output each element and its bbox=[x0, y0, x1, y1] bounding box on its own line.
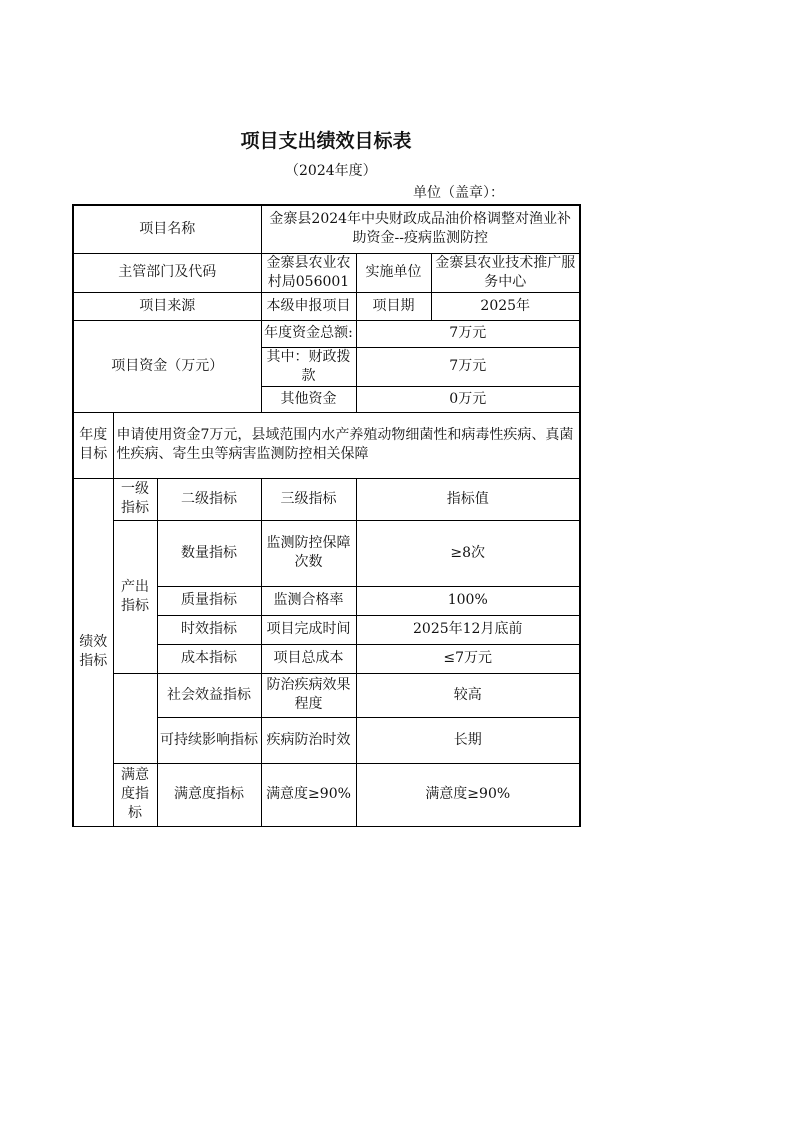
dept-label: 主管部门及代码 bbox=[73, 253, 261, 292]
table-row: 长期 bbox=[356, 717, 580, 763]
table-row: 较高 bbox=[356, 673, 580, 717]
funds-other-label: 其他资金 bbox=[261, 386, 356, 412]
project-source-value: 本级申报项目 bbox=[261, 292, 356, 320]
table-row: 社会效益指标 bbox=[157, 673, 261, 717]
table-row: 数量指标 bbox=[157, 520, 261, 586]
funds-total-label: 年度资金总额: bbox=[261, 320, 356, 347]
level2-header: 二级指标 bbox=[157, 478, 261, 520]
project-source-label: 项目来源 bbox=[73, 292, 261, 320]
annual-goal-label: 年度目标 bbox=[73, 412, 113, 478]
table-row: 满意度指标 bbox=[157, 763, 261, 826]
page-title: 项目支出绩效目标表 bbox=[240, 130, 412, 152]
satisfaction-indicators-label: 满意度指标 bbox=[113, 763, 157, 826]
table-row: 疾病防治时效 bbox=[261, 717, 356, 763]
table-row: 监测合格率 bbox=[261, 586, 356, 615]
table-row: 2025年12月底前 bbox=[356, 615, 580, 644]
table-row: 成本指标 bbox=[157, 644, 261, 673]
performance-target-table bbox=[72, 204, 581, 827]
year-subtitle: （2024年度） bbox=[285, 163, 377, 179]
impl-unit-label: 实施单位 bbox=[356, 253, 431, 292]
annual-goal-value: 申请使用资金7万元，县域范围内水产养殖动物细菌性和病毒性疾病、真菌性疾病、寄生虫等病害监测防控相关保障 bbox=[113, 412, 580, 478]
indicator-value-header: 指标值 bbox=[356, 478, 580, 520]
level1-header: 一级指标 bbox=[113, 478, 157, 520]
table-row: 防治疾病效果程度 bbox=[261, 673, 356, 717]
table-row: 100% bbox=[356, 586, 580, 615]
output-indicators-label: 产出指标 bbox=[113, 520, 157, 673]
table-row: 监测防控保障次数 bbox=[261, 520, 356, 586]
project-period-value: 2025年 bbox=[431, 292, 580, 320]
table-row: 项目完成时间 bbox=[261, 615, 356, 644]
table-row: 满意度≥90% bbox=[356, 763, 580, 826]
performance-indicators-label: 绩效指标 bbox=[73, 478, 113, 826]
table-row: 可持续影响指标 bbox=[157, 717, 261, 763]
table-row: 质量指标 bbox=[157, 586, 261, 615]
project-name-label: 项目名称 bbox=[73, 205, 261, 253]
funds-fiscal-value: 7万元 bbox=[356, 347, 580, 386]
effect-indicators-label bbox=[113, 673, 157, 763]
project-period-label: 项目期 bbox=[356, 292, 431, 320]
dept-value: 金寨县农业农村局056001 bbox=[261, 253, 356, 292]
funds-total-value: 7万元 bbox=[356, 320, 580, 347]
funds-fiscal-label: 其中：财政拨款 bbox=[261, 347, 356, 386]
project-funds-label: 项目资金（万元） bbox=[73, 320, 261, 412]
table-row: ≥8次 bbox=[356, 520, 580, 586]
impl-unit-value: 金寨县农业技术推广服务中心 bbox=[431, 253, 580, 292]
funds-other-value: 0万元 bbox=[356, 386, 580, 412]
table-row: ≤7万元 bbox=[356, 644, 580, 673]
level3-header: 三级指标 bbox=[261, 478, 356, 520]
table-row: 项目总成本 bbox=[261, 644, 356, 673]
unit-stamp-label: 单位（盖章）： bbox=[413, 185, 504, 201]
table-row: 时效指标 bbox=[157, 615, 261, 644]
table-row: 满意度≥90% bbox=[261, 763, 356, 826]
project-name-value: 金寨县2024年中央财政成品油价格调整对渔业补助资金--疫病监测防控 bbox=[261, 205, 580, 253]
